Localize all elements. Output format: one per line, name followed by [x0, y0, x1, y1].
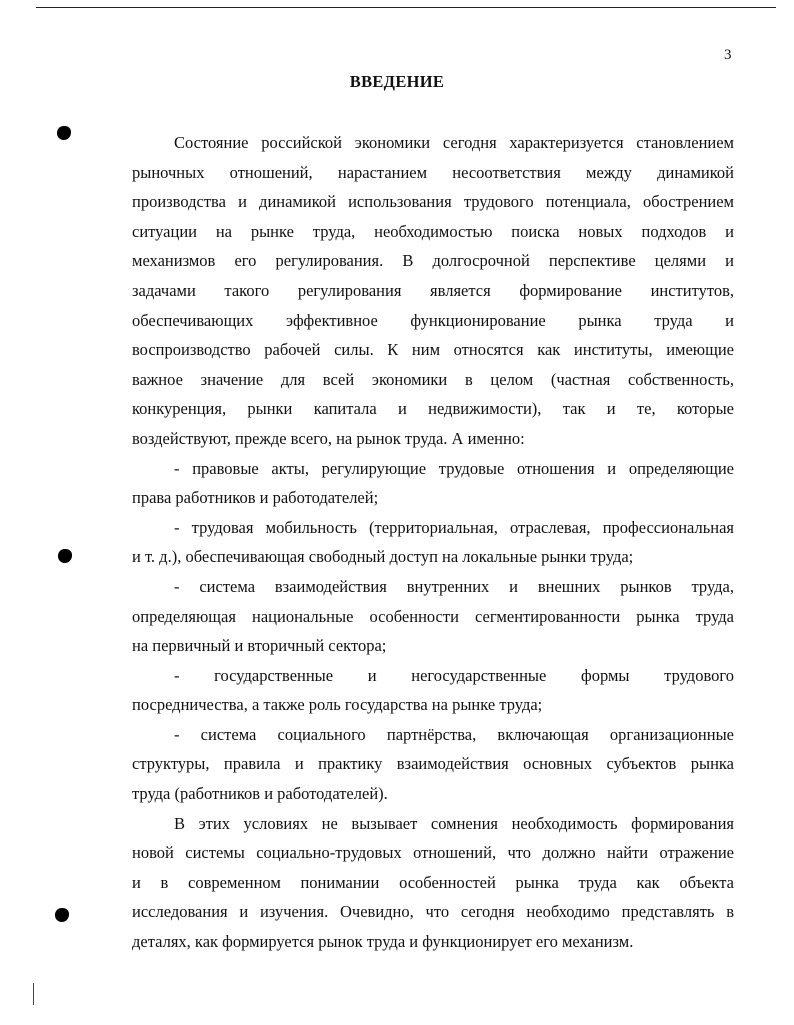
list-item-line: определяющая национальные особенности сегментированности рынка труда [132, 606, 734, 626]
list-item-line: - система социального партнёрства, включающая организационные [174, 724, 734, 744]
binding-hole-mark [57, 126, 71, 140]
text-line: деталях, как формируется рынок труда и функционирует его механизм. [132, 932, 634, 952]
text-line: новой системы социально-трудовых отношений, что должно найти отражение [132, 843, 734, 863]
text-line: воздействуют, прежде всего, на рынок труда. А именно: [132, 428, 525, 448]
top-scan-edge [36, 7, 776, 8]
text-line: ситуации на рынке труда, необходимостью поиска новых подходов и [132, 221, 734, 241]
list-item-line: - трудовая мобильность (территориальная, отраслевая, профессиональная [174, 517, 734, 537]
text-line: обеспечивающих эффективное функционирование рынка труда и [132, 310, 734, 330]
text-line: воспроизводство рабочей силы. К ним относятся как институты, имеющие [132, 340, 734, 360]
text-line: исследования и изучения. Очевидно, что сегодня необходимо представлять в [132, 902, 734, 922]
text-line: В этих условиях не вызывает сомнения необходимость формирования [174, 813, 734, 833]
text-line: рыночных отношений, нарастанием несоответствия между динамикой [132, 162, 734, 182]
list-item-line: структуры, правила и практику взаимодействия основных субъектов рынка [132, 754, 734, 774]
list-item-line: на первичный и вторичный сектора; [132, 636, 387, 656]
text-line: производства и динамикой использования трудового потенциала, обострением [132, 192, 734, 212]
text-line: Состояние российской экономики сегодня характеризуется становлением [174, 133, 734, 152]
text-line: механизмов его регулирования. В долгосрочной перспективе целями и [132, 251, 734, 271]
list-item-line: - система взаимодействия внутренних и внешних рынков труда, [174, 576, 734, 596]
text-line: задачами такого регулирования является формирование институтов, [132, 280, 734, 300]
binding-hole-mark [58, 549, 72, 563]
list-item-line: - правовые акты, регулирующие трудовые отношения и определяющие [174, 458, 734, 478]
left-scan-edge [33, 983, 34, 1005]
list-item-line: посредничества, а также роль государства на рынке труда; [132, 695, 543, 715]
list-item-line: права работников и работодателей; [132, 488, 379, 508]
text-line: и в современном понимании особенностей рынка труда как объекта [132, 872, 734, 892]
page-number: 3 [724, 47, 732, 63]
page-title: ВВЕДЕНИЕ [349, 72, 445, 91]
text-line: конкуренция, рынки капитала и недвижимости), так и те, которые [132, 399, 734, 419]
list-item-line: труда (работников и работодателей). [132, 784, 388, 804]
text-line: важное значение для всей экономики в целом (частная собственность, [132, 369, 734, 389]
list-item-line: и т. д.), обеспечивающая свободный доступ на локальные рынки труда; [132, 547, 634, 567]
list-item-line: - государственные и негосударственные формы трудового [174, 665, 734, 685]
binding-hole-mark [55, 908, 69, 922]
body-text [132, 128, 734, 957]
